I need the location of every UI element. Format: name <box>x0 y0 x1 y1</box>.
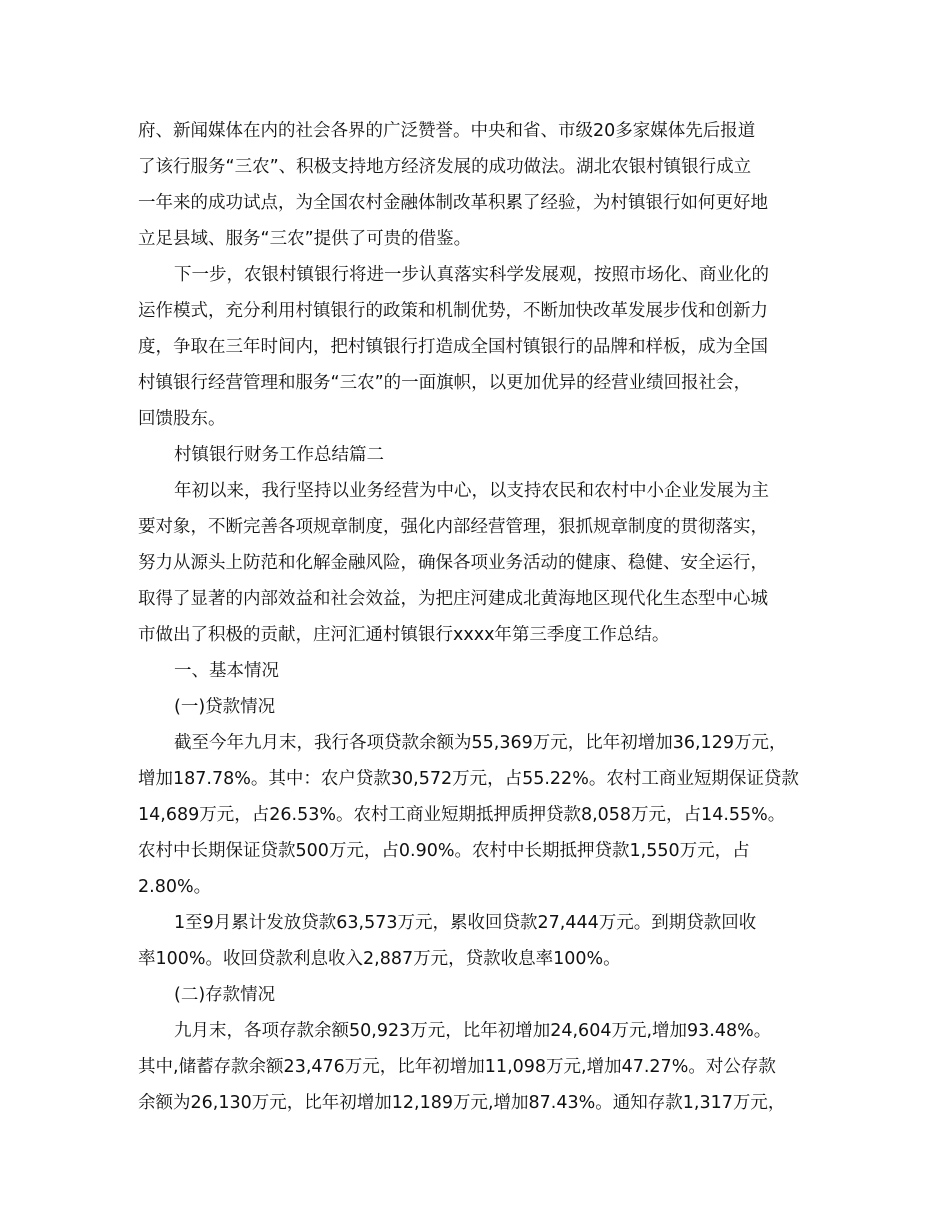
text-line: 农村中长期保证贷款500万元，占0.90%。农村中长期抵押贷款1,550万元，占 <box>138 841 750 861</box>
text-line: 回馈股东。 <box>138 409 226 429</box>
section-heading <box>138 653 822 689</box>
paragraph <box>138 257 822 437</box>
text-line: 村镇银行财务工作总结篇二 <box>174 445 384 465</box>
document-body <box>138 113 822 1121</box>
text-line: 其中,储蓄存款余额23,476万元，比年初增加11,098万元,增加47.27%。对公存款 <box>138 1057 776 1077</box>
text-line: 一年来的成功试点，为全国农村金融体制改革积累了经验，为村镇银行如何更好地 <box>138 193 768 213</box>
text-line: 要对象，不断完善各项规章制度，强化内部经营管理，狠抓规章制度的贯彻落实， <box>138 517 768 537</box>
text-line: 度，争取在三年时间内，把村镇银行打造成全国村镇银行的品牌和样板，成为全国 <box>138 337 768 357</box>
text-line: 九月末，各项存款余额50,923万元，比年初增加24,604万元,增加93.48%。 <box>174 1021 772 1041</box>
text-line: (二)存款情况 <box>174 985 276 1005</box>
paragraph <box>138 473 822 653</box>
text-line: 立足县域、服务“三农”提供了可贵的借鉴。 <box>138 229 472 249</box>
text-line: 2.80%。 <box>138 877 212 897</box>
paragraph <box>138 905 822 977</box>
text-line: 了该行服务“三农”、积极支持地方经济发展的成功做法。湖北农银村镇银行成立 <box>138 157 752 177</box>
text-line: 村镇银行经营管理和服务“三农”的一面旗帜，以更加优异的经营业绩回报社会， <box>138 373 752 393</box>
text-line: 14,689万元，占26.53%。农村工商业短期抵押质押贷款8,058万元，占14.55%。 <box>138 805 786 825</box>
text-line: 市做出了积极的贡献，庄河汇通村镇银行xxxx年第三季度工作总结。 <box>138 625 670 645</box>
text-line: 年初以来，我行坚持以业务经营为中心，以支持农民和农村中小企业发展为主 <box>174 481 769 501</box>
section-heading <box>138 437 822 473</box>
subsection-heading <box>138 689 822 725</box>
text-line: 运作模式，充分利用村镇银行的政策和机制优势，不断加快改革发展步伐和创新力 <box>138 301 768 321</box>
text-line: (一)贷款情况 <box>174 697 276 717</box>
text-line: 截至今年九月末，我行各项贷款余额为55,369万元，比年初增加36,129万元， <box>174 733 787 753</box>
subsection-heading <box>138 977 822 1013</box>
text-line: 府、新闻媒体在内的社会各界的广泛赞誉。中央和省、市级20多家媒体先后报道 <box>138 121 756 141</box>
text-line: 率100%。收回贷款利息收入2,887万元，贷款收息率100%。 <box>138 949 621 969</box>
text-line: 取得了显著的内部效益和社会效益，为把庄河建成北黄海地区现代化生态型中心城 <box>138 589 768 609</box>
text-line: 1至9月累计发放贷款63,573万元，累收回贷款27,444万元。到期贷款回收 <box>174 913 757 933</box>
text-line: 一、基本情况 <box>174 661 279 681</box>
text-line: 增加187.78%。其中：农户贷款30,572万元，占55.22%。农村工商业短期保证贷款 <box>138 769 799 789</box>
paragraph <box>138 725 822 905</box>
paragraph <box>138 1013 822 1121</box>
paragraph <box>138 113 822 257</box>
text-line: 努力从源头上防范和化解金融风险，确保各项业务活动的健康、稳健、安全运行， <box>138 553 768 573</box>
text-line: 余额为26,130万元，比年初增加12,189万元,增加87.43%。通知存款1,317万元， <box>138 1093 786 1113</box>
text-line: 下一步，农银村镇银行将进一步认真落实科学发展观，按照市场化、商业化的 <box>174 265 769 285</box>
